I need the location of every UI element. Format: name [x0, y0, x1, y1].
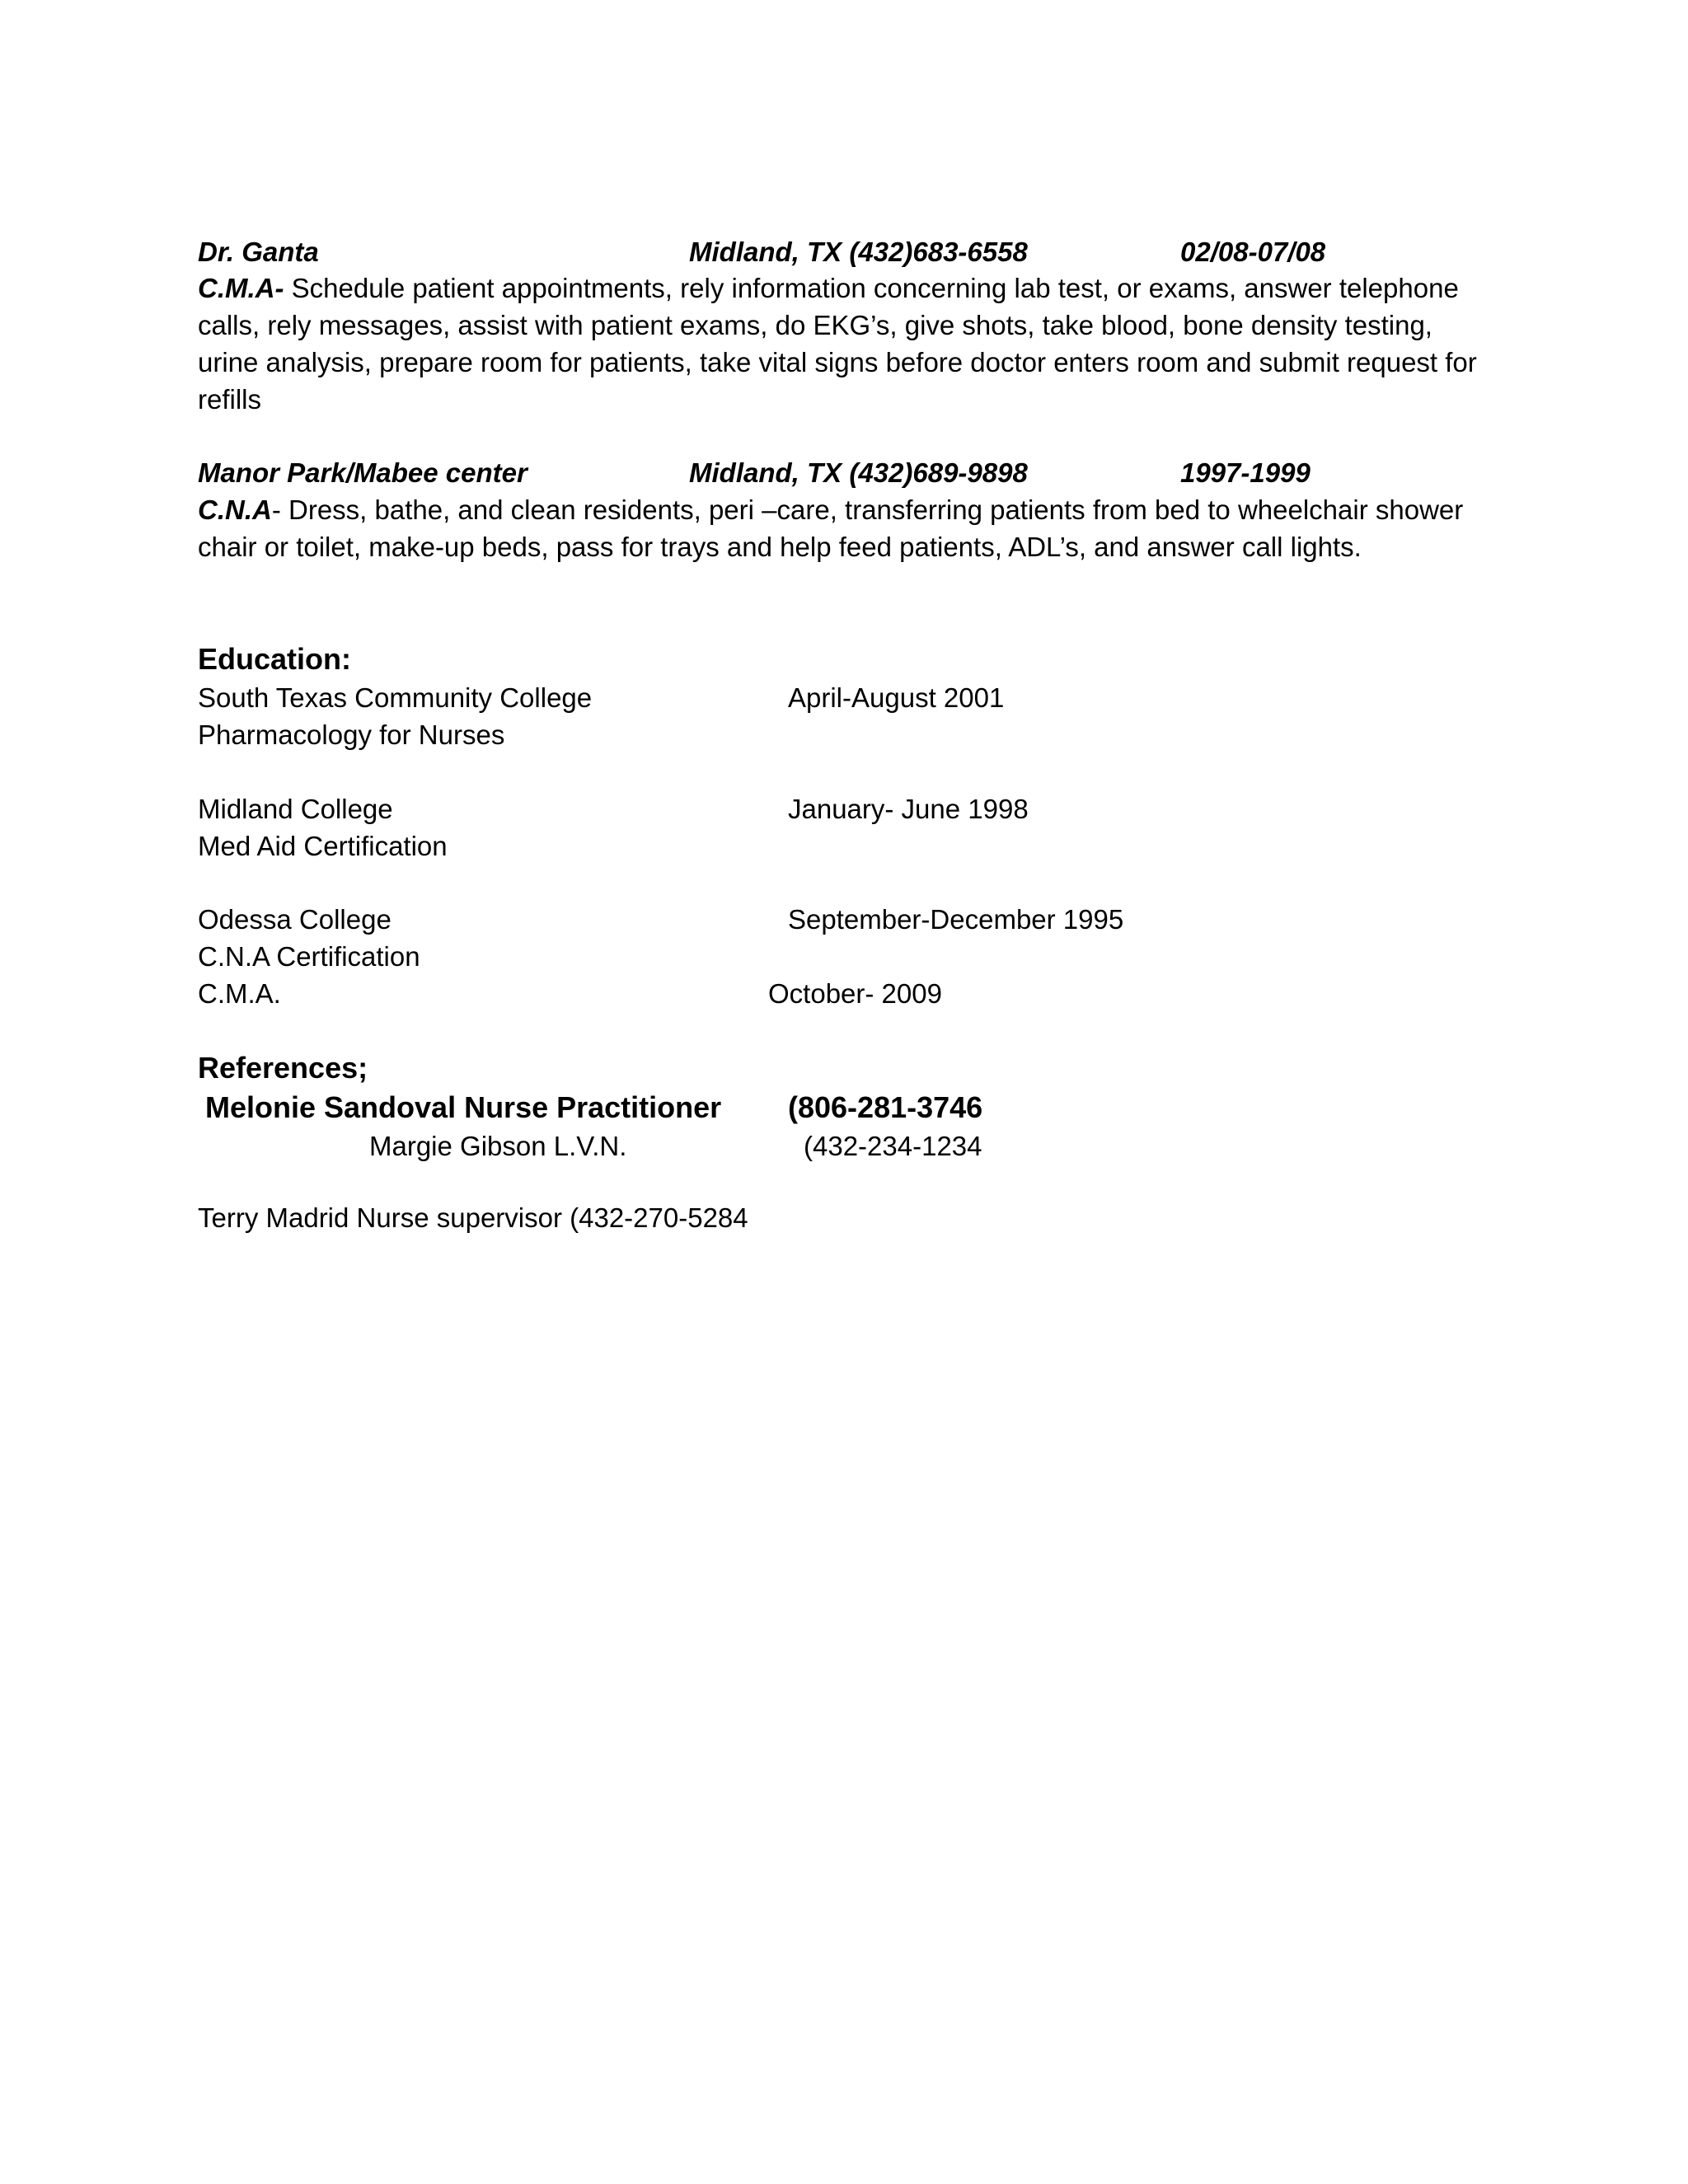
job-description	[198, 269, 1484, 418]
job-role: C.N.A	[198, 494, 272, 525]
education-dates: September-December 1995	[788, 904, 1124, 935]
education-school: Odessa College	[198, 904, 392, 935]
certification-dates: October- 2009	[768, 978, 942, 1009]
references-heading: References;	[198, 1051, 368, 1085]
reference-phone: (432-234-1234	[804, 1131, 982, 1161]
education-dates: January- June 1998	[788, 794, 1029, 824]
reference-name: Margie Gibson L.V.N.	[369, 1131, 627, 1161]
job-duties: Schedule patient appointments, rely information concerning lab test, or exams, answer telephone calls, rely messages, assist with patient exams, do EKG’s, give shots, take blood, bone density testing, urine analysis, prepare room for patients, take vital signs before doctor enters room and submit request for refills	[198, 273, 1477, 415]
job-description	[198, 491, 1484, 565]
education-school: Midland College	[198, 794, 393, 824]
job-employer: Dr. Ganta	[198, 237, 319, 267]
education-program: Med Aid Certification	[198, 831, 448, 861]
job-duties: - Dress, bathe, and clean residents, peri –care, transferring patients from bed to wheelchair shower chair or toilet, make-up beds, pass for trays and help feed patients, ADL’s, and answer call lights.	[198, 494, 1464, 562]
education-dates: April-August 2001	[788, 682, 1005, 713]
job-location: Midland, TX (432)683-6558	[689, 237, 1028, 267]
education-program: C.N.A Certification	[198, 941, 420, 972]
job-dates: 02/08-07/08	[1180, 237, 1326, 267]
education-school: South Texas Community College	[198, 682, 593, 713]
job-employer: Manor Park/Mabee center	[198, 457, 528, 488]
job-location: Midland, TX (432)689-9898	[689, 457, 1028, 488]
certification-label: C.M.A.	[198, 978, 281, 1009]
education-program: Pharmacology for Nurses	[198, 719, 505, 750]
reference-phone: (806-281-3746	[788, 1090, 983, 1124]
reference-line: Terry Madrid Nurse supervisor (432-270-5284	[198, 1202, 748, 1233]
job-role: C.M.A-	[198, 273, 284, 303]
reference-name: Melonie Sandoval Nurse Practitioner	[205, 1090, 722, 1124]
job-dates: 1997-1999	[1180, 457, 1311, 488]
education-heading: Education:	[198, 642, 351, 676]
